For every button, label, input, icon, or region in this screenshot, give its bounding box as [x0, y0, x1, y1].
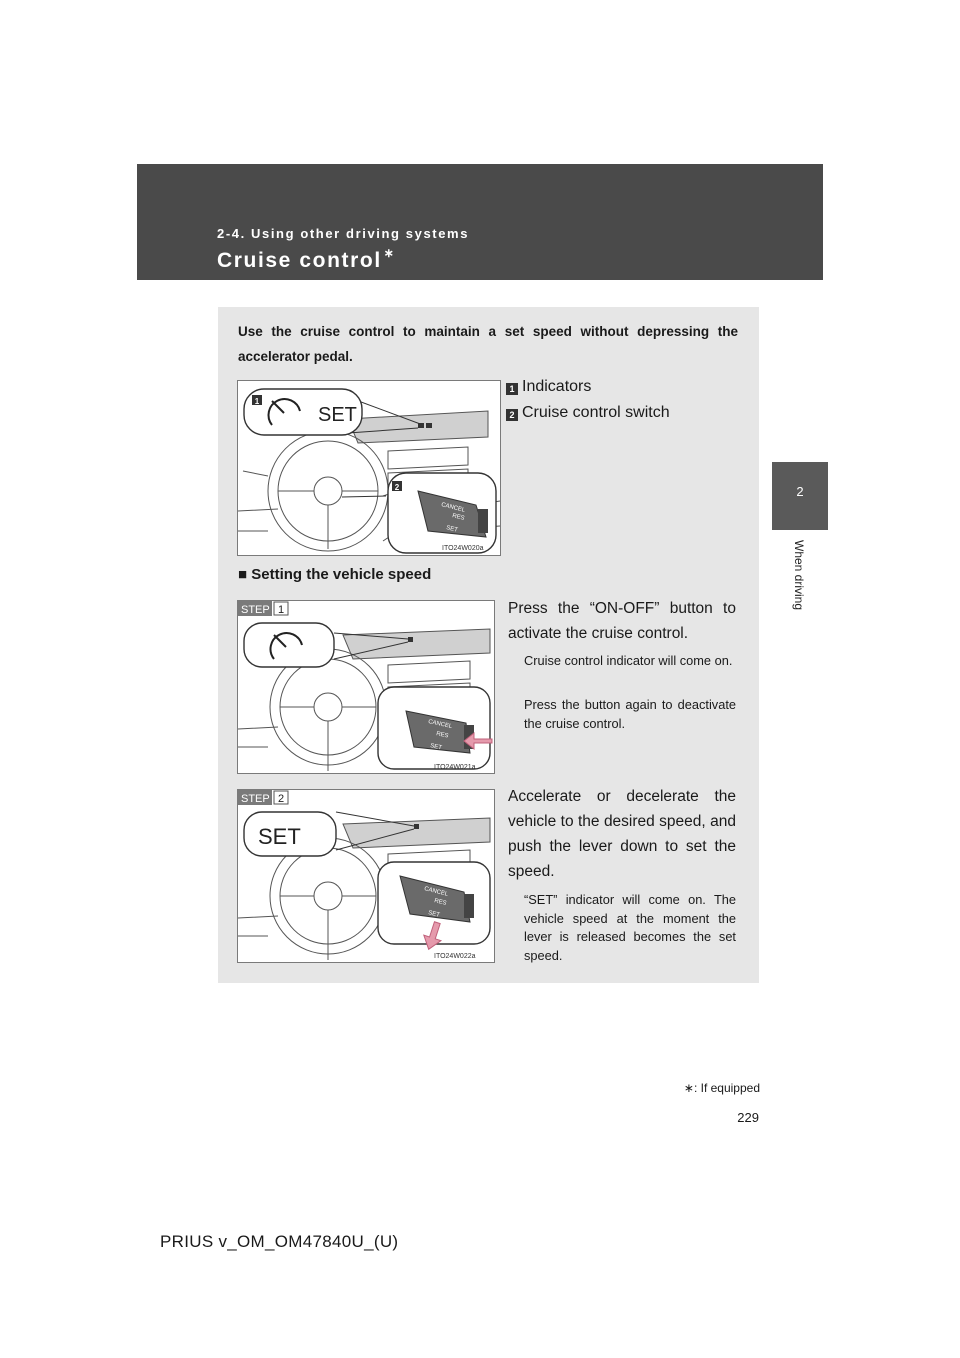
chapter-tab-number: 2 — [796, 484, 804, 499]
indicator-lamp — [426, 423, 432, 428]
callout-badge-2: 2 — [506, 409, 518, 421]
chapter-side-label-text: When driving — [792, 540, 806, 611]
page-title-text: Cruise control — [217, 249, 382, 272]
callout-switch — [506, 400, 670, 426]
lever-set-label: SET — [427, 910, 441, 919]
lever-res-label: RES — [451, 513, 465, 522]
step-1-instruction: Press the “ON-OFF” button to activate the cruise control. — [508, 600, 736, 642]
section-label: 2-4. Using other driving systems — [217, 226, 470, 241]
callout-indicators — [506, 374, 591, 400]
chapter-tab — [772, 462, 828, 530]
chapter-header-band — [137, 164, 823, 280]
equipped-mark: ∗ — [383, 246, 396, 260]
illustration-dashboard — [238, 381, 500, 555]
lever-res-label: RES — [433, 898, 447, 907]
document-id: PRIUS v_OM_OM47840U_(U) — [160, 1232, 399, 1251]
step-2-instruction: Accelerate or decelerate the vehicle to the desired speed, and push the lever down to set the speed. — [508, 788, 736, 880]
figure-code: ITO24W021a — [434, 764, 476, 771]
step-1-badge — [238, 601, 288, 616]
callout-indicators-label: Indicators — [522, 378, 592, 395]
content-panel — [218, 307, 759, 983]
lever-res-label: RES — [435, 731, 449, 740]
page-title — [217, 248, 395, 273]
figure-code: ITO24W022a — [434, 953, 476, 960]
step-1-word: STEP — [241, 604, 270, 616]
lever-cancel-label: CANCEL — [423, 886, 449, 898]
lever-set-label: SET — [445, 525, 459, 534]
indicator-callout-bubble — [244, 623, 334, 667]
step-2-note: “SET” indicator will come on. The vehicle speed at the moment the lever is released becomes the set speed. — [524, 892, 736, 963]
set-indicator-text: SET — [318, 404, 357, 426]
step-1-num: 1 — [277, 604, 285, 616]
illustration-step-2 — [238, 790, 494, 962]
step-1-note: Cruise control indicator will come on. — [524, 653, 733, 668]
illustration-step-1 — [238, 601, 494, 773]
step-2-badge — [238, 790, 288, 805]
subsection-heading: ■ Setting the vehicle speed — [238, 566, 432, 583]
callout-switch-label: Cruise control switch — [522, 404, 670, 421]
lever-cancel-label: CANCEL — [440, 502, 466, 514]
intro-text: Use the cruise control to maintain a set speed without depressing the accelerator pedal. — [238, 324, 738, 364]
chapter-side-label — [772, 540, 828, 630]
badge-1-num: 1 — [254, 397, 260, 406]
figure-code: ITO24W020a — [442, 545, 484, 552]
footnote: ∗: If equipped — [683, 1081, 760, 1095]
indicator-lamp — [414, 824, 419, 829]
figure-indicators-switch — [237, 380, 501, 556]
figure-step-2 — [237, 789, 495, 963]
step-1-note: Press the button again to deactivate the cruise control. — [524, 697, 736, 731]
figure-step-1 — [237, 600, 495, 774]
badge-2-num: 2 — [394, 483, 400, 492]
indicator-lamp — [408, 637, 413, 642]
page-number: 229 — [737, 1110, 759, 1125]
lever-cancel-label: CANCEL — [427, 719, 453, 731]
lever-set-label: SET — [429, 743, 443, 752]
step-2-num: 2 — [277, 793, 285, 805]
set-indicator-text: SET — [258, 824, 301, 849]
callout-badge-1: 1 — [506, 383, 518, 395]
step-2-word: STEP — [241, 793, 270, 805]
